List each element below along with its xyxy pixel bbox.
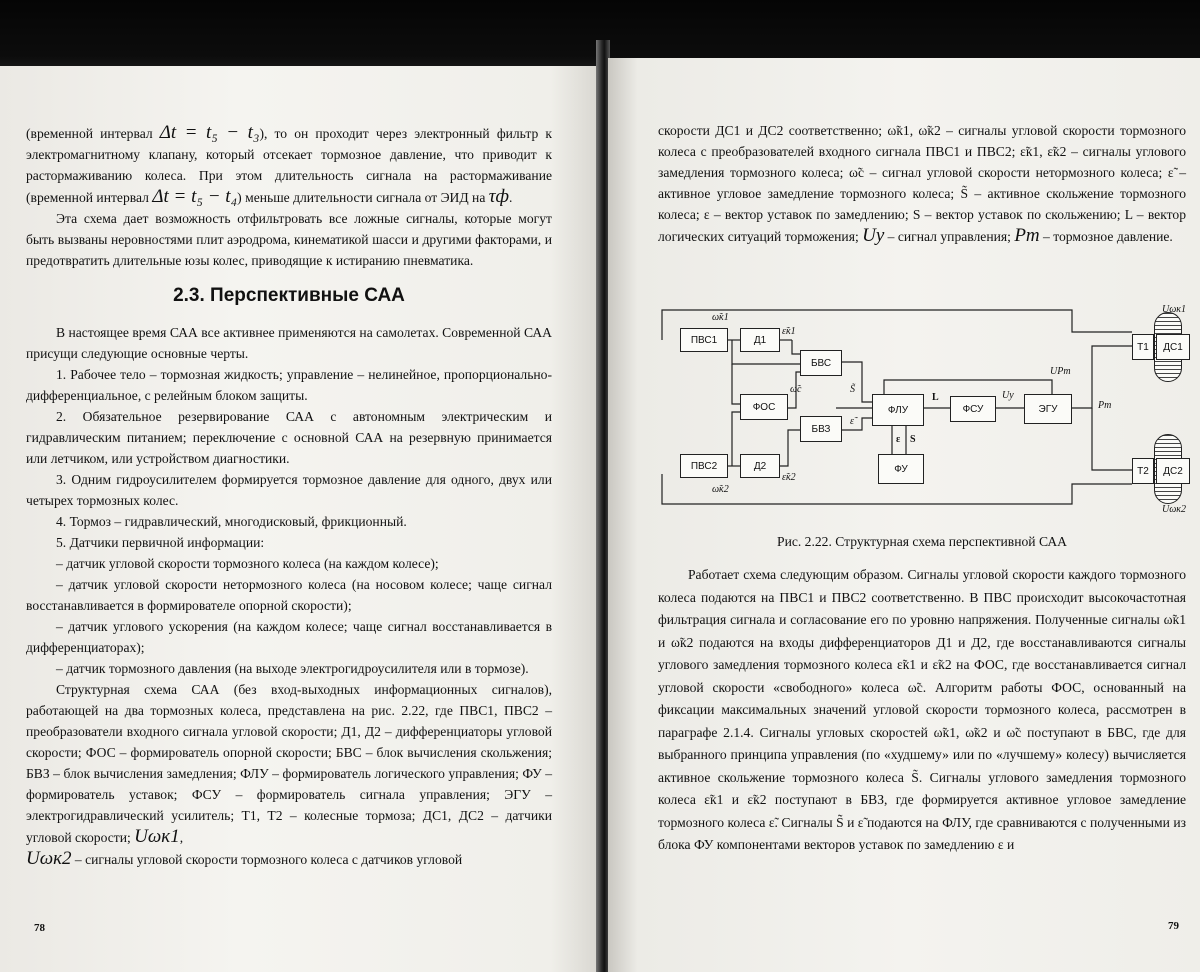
text-run: – тормозное давление. [1039,229,1173,244]
block-d2: Д2 [740,454,780,478]
block-pvs2: ПВС2 [680,454,728,478]
block-fos: ФОС [740,394,788,420]
signal-label: ε̃ [850,416,854,427]
right-page [608,58,1200,972]
text-run: ), то он проходит через электронный фильтр к электромагнитному клапану, который отсекает тормозное давление, что приводит к растормаживанию колеса. При этом длительность сигнала на растормаживание (временной интервал [26,126,552,205]
paragraph: В настоящее время САА все активнее применяются на самолетах. Современной САА присущи следующие основные черты. [26,325,552,361]
signal-label: Uωк1 [1162,304,1186,315]
list-item: – датчик угловой скорости нетормозного колеса (на носовом колесе; чаще сигнал восстанавливается в формирователе опорной скорости); [26,577,552,613]
text-run: . [509,190,513,205]
block-t2: Т2 [1132,458,1154,484]
structural-diagram [652,304,1200,520]
signal-label: S̃ [850,384,855,395]
right-page-bottom-text [658,564,1186,857]
block-d1: Д1 [740,328,780,352]
text-run: ) меньше длительности сигнала от ЭИД на [237,190,489,205]
paragraph: 5. Датчики первичной информации: [56,535,265,550]
signal-label: ω̃к1 [712,312,729,323]
block-bvz: БВЗ [800,416,842,442]
right-page-top-text [658,120,1186,247]
paragraph: Эта схема дает возможность отфильтровать все ложные сигналы, которые могут быть вызваны неровностями плит аэродрома, кинематикой шасси и другими факторами, и предотвратить длительные юзы колес, приводящие к истиранию пневматика. [26,211,552,268]
list-item: – датчик углового ускорения (на каждом колесе; чаще сигнал восстанавливается в дифференциаторах); [26,619,552,655]
block-egu: ЭГУ [1024,394,1072,424]
text-run: , [179,830,184,845]
paragraph: 2. Обязательное резервирование САА с автономным электрическим и гидравлическим питанием; переключение с основной САА на резервную принимается или летчиком, или устройством диагностики. [26,409,552,466]
left-page [0,66,598,972]
text-run: скорости ДС1 и ДС2 соответственно; ω̃к1, ω̃к2 – сигналы угловой скорости тормозного колеса с преобразователей входного сигнала ПВС1 и ПВС2; ε̃к1, ε̃к2 – сигналы углового замедления тормозного колеса; ω̃с – сигнал угловой скорости нетормозного колеса; ε̃ – активное угловое замедление тормозного колеса; S̃ – активное скольжение тормозного колеса; ε – вектор уставок по замедлению; S – вектор уставок по скольжению; L – вектор логических ситуаций торможения; [658,123,1186,244]
formula: Uωк1 [134,826,180,847]
signal-label: L [932,392,939,403]
block-ds1: ДС1 [1156,334,1190,360]
diagram-wires [652,304,1200,520]
paragraph: 1. Рабочее тело – тормозная жидкость; управление – нелинейное, пропорционально-дифференциальное, с релейным блоком защиты. [26,367,552,403]
paragraph [26,679,552,848]
list-item: – датчик угловой скорости тормозного колеса (на каждом колесе); [56,556,439,571]
block-t1: Т1 [1132,334,1154,360]
block-bvs: БВС [800,350,842,376]
figure-caption: Рис. 2.22. Структурная схема перспективной САА [777,534,1067,549]
signal-label: ω̃к2 [712,484,729,495]
paragraph: 3. Одним гидроусилителем формируется тормозное давление для одного, двух или четырех тормозных колес. [26,472,552,508]
formula: Δt = t₅ − t₄ [152,186,238,207]
list-item: – датчик тормозного давления (на выходе электрогидроусилителя или в тормозе). [56,661,529,676]
signal-label: Pт [1098,400,1112,411]
signal-label: Uωк2 [1162,504,1186,515]
block-ds2: ДС2 [1156,458,1190,484]
formula: Uωк2 [26,848,72,869]
signal-label: ε̃к1 [782,326,796,337]
paragraph [26,848,552,870]
signal-label: ε [896,434,901,445]
text-run: – сигнал управления; [884,229,1015,244]
block-pvs1: ПВС1 [680,328,728,352]
paragraph [658,120,1186,247]
text-run: Структурная схема САА (без вход-выходных информационных сигналов), работающей на два тормозных колеса, представлена на рис. 2.22, где ПВС1, ПВС2 – преобразователи входного сигнала угловой скорости; Д1, Д2 – дифференциаторы угловой скорости; ФОС – формирователь опорной скорости; БВС – блок вычисления скольжения; БВЗ – блок вычисления замедления; ФЛУ – формирователь логического управления; ФУ – формирователь уставок; ФСУ – формирователь сигнала управления; ЭГУ – электрогидравлический усилитель; Т1, Т2 – колесные тормоза; ДС1, ДС2 – датчики угловой скорости; [26,682,552,845]
formula: τф [488,186,510,207]
paragraph [26,122,552,208]
page-number: 78 [34,922,45,934]
signal-label: UPт [1050,366,1071,377]
block-fsu: ФСУ [950,396,996,422]
signal-label: ε̃к2 [782,472,796,483]
block-fu: ФУ [878,454,924,484]
text-run: – сигналы угловой скорости тормозного колеса с датчиков угловой [71,852,463,867]
page-number: 79 [1168,920,1179,932]
left-page-body [26,122,552,870]
formula: Pт [1014,225,1040,246]
text-run: (временной интервал [26,126,160,141]
paragraph: 4. Тормоз – гидравлический, многодисковый, фрикционный. [56,514,407,529]
section-heading: 2.3. Перспективные САА [173,285,405,306]
signal-label: ω̃с [790,384,802,395]
block-flu: ФЛУ [872,394,924,426]
signal-label: S [910,434,916,445]
formula: Δt = t₅ − t₃ [159,122,260,143]
signal-label: Uу [1002,390,1014,401]
paragraph: Работает схема следующим образом. Сигналы угловой скорости каждого тормозного колеса подаются на ПВС1 и ПВС2 соответственно. В ПВС происходит высокочастотная фильтрация сигнала и согласование его по уровню напряжения. Полученные сигналы ω̃к1 и ω̃к2 подаются на входы дифференциаторов Д1 и Д2, где восстанавливаются сигналы углового замедления тормозного колеса ε̃к1 и ε̃к2 на ФОС, где восстанавливается сигнал угловой скорости «свободного» колеса ω̃с. Алгоритм работы ФОС, основанный на фиксации максимальных значений угловой скорости тормозного колеса, рассмотрен в параграфе 2.1.4. Сигналы угловых скоростей ω̃к1, ω̃к2 и ω̃с поступают в БВС, где для выбранного принципа управления (по «худшему» или по «лучшему» колесу) вычисляется активное скольжение тормозного колеса S̃. Сигналы углового замедления тормозного колеса ε̃к1 и ε̃к2 поступают в БВЗ, где формируется активное угловое замедление тормозного колеса ε̃. Сигналы S̃ и ε̃ подаются на ФЛУ, где сравниваются с полученными из блока ФУ компонентами векторов уставок по замедлению ε и [658,567,1186,852]
formula: Uу [862,225,885,246]
